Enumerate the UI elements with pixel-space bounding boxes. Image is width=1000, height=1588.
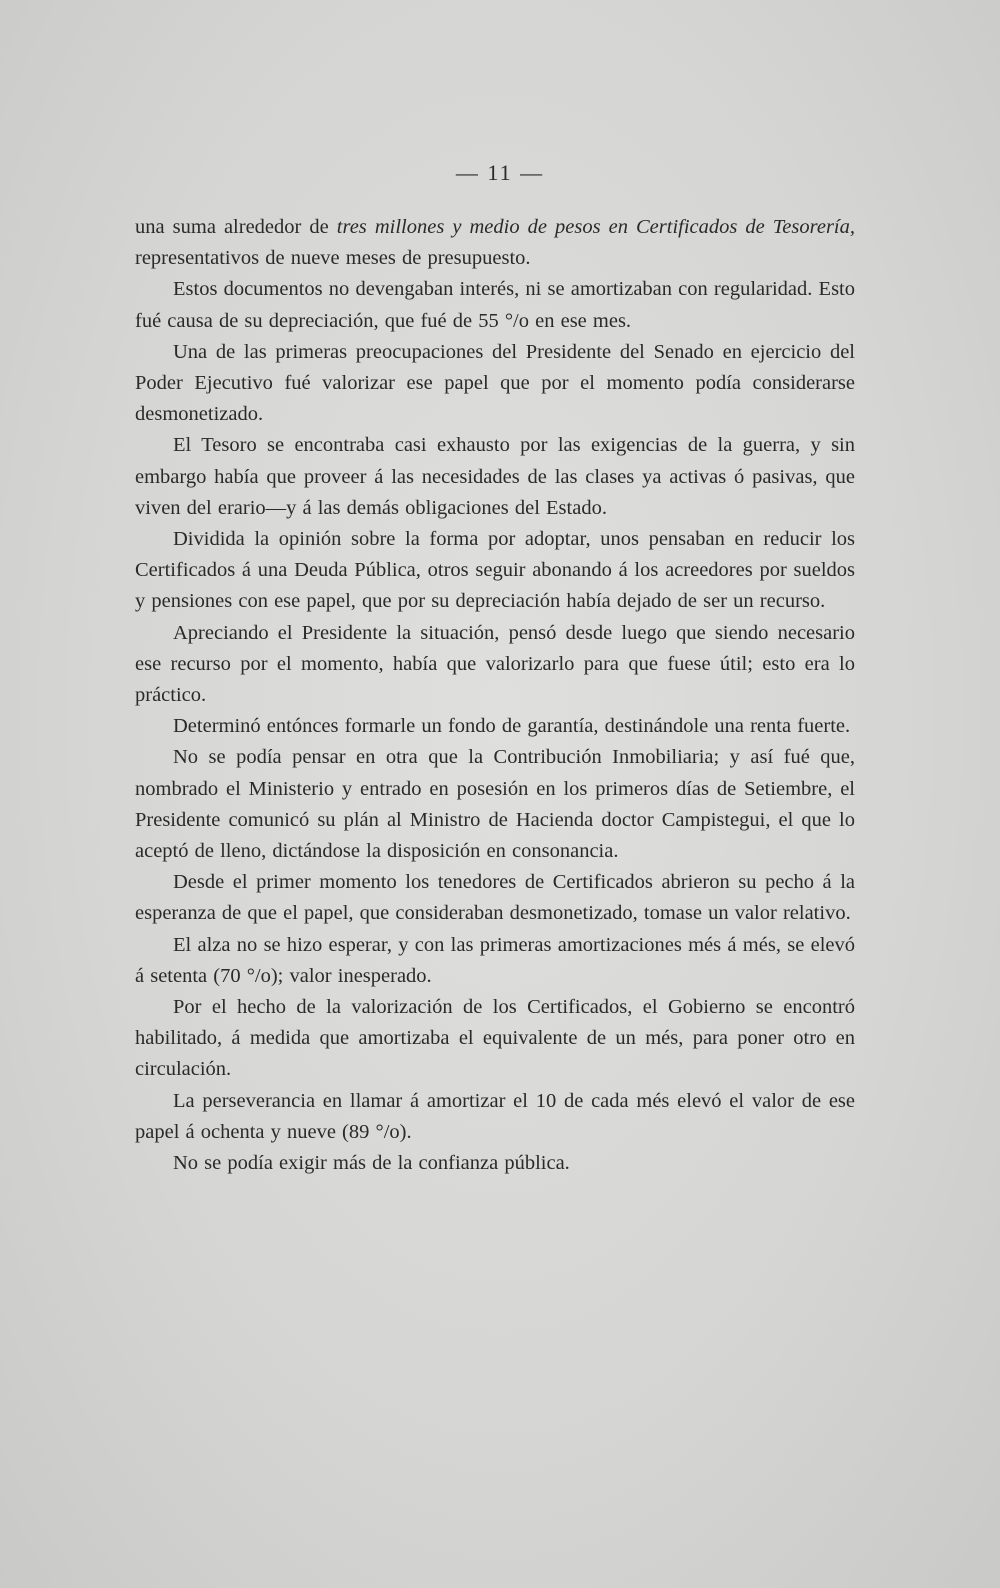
paragraph-4: El Tesoro se encontraba casi exhausto por las exigencias de la guerra, y sin embargo había que proveer á las necesidades de las clases ya activas ó pasivas, que viven del erario—y á las demás obligaciones del Estado. <box>135 434 855 519</box>
paragraph-1-end: representativos de nueve meses de presupuesto. <box>135 247 531 270</box>
paragraph-7: Determinó entónces formarle un fondo de garantía, destinándole una renta fuerte. <box>173 715 851 738</box>
paragraph-1-start: una suma alrededor de <box>135 216 337 238</box>
paragraph-3: Una de las primeras preocupaciones del Presidente del Senado en ejercicio del Poder Ejecutivo fué valorizar ese papel que por el momento podía considerarse desmonetizado. <box>135 340 855 426</box>
paragraph-5: Dividida la opinión sobre la forma por adoptar, unos pensaban en reducir los Certificados á una Deuda Pública, otros seguir abonando á los acreedores por sueldos y pensiones con ese papel, que por su depreciación había dejado de ser un recurso. <box>135 528 855 613</box>
page-number: — 11 — <box>455 160 545 185</box>
paragraph-10: El alza no se hizo esperar, y con las primeras amortizaciones més á més, se elevó á setenta (70 °/o); valor inesperado. <box>135 933 855 987</box>
paragraph-1-italic: tres millones y medio de pesos en Certificados de Tesorería, <box>336 216 856 238</box>
paragraph-6: Apreciando el Presidente la situación, pensó desde luego que siendo necesario ese recurso por el momento, había que valorizarlo para que fuese útil; esto era lo práctico. <box>135 621 855 707</box>
paragraph-12: La perseverancia en llamar á amortizar el 10 de cada més elevó el valor de ese papel á ochenta y nueve (89 °/o). <box>135 1089 855 1143</box>
paragraph-9: Desde el primer momento los tenedores de Certificados abrieron su pecho á la esperanza de que el papel, que consideraban desmonetizado, tomase un valor relativo. <box>135 871 855 925</box>
body-text <box>135 212 855 1179</box>
paragraph-1 <box>135 212 855 274</box>
paragraph-11: Por el hecho de la valorización de los Certificados, el Gobierno se encontró habilitado, á medida que amortizaba el equivalente de un més, para poner otro en circulación. <box>135 996 855 1081</box>
paragraph-8: No se podía pensar en otra que la Contribución Inmobiliaria; y así fué que, nombrado el Ministerio y entrado en posesión en los primeros días de Setiembre, el Presidente comunicó su plán al Ministro de Hacienda doctor Campistegui, el que lo aceptó de lleno, dictándose la disposición en consonancia. <box>135 746 855 863</box>
paragraph-13: No se podía exigir más de la confianza pública. <box>173 1152 570 1175</box>
paragraph-2: Estos documentos no devengaban interés, ni se amortizaban con regularidad. Esto fué causa de su depreciación, que fué de 55 °/o en ese mes. <box>135 278 855 332</box>
